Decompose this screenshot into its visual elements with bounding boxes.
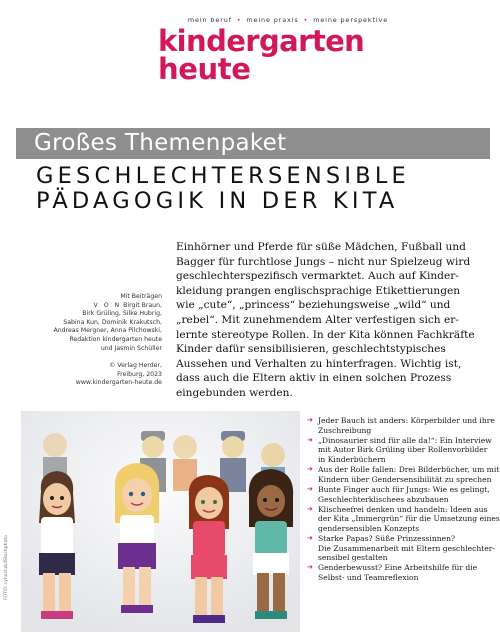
tagline-item: meine perspektive [313, 16, 389, 24]
intro-line: geschlechterspezifisch vermarktet. Auch auf Kinder- [176, 270, 459, 283]
toy-figures-photo [21, 411, 300, 632]
credits-author-line: Andreas Mergner, Anna Pilchowski, [53, 327, 162, 335]
credits-intro: Mit Beiträgen [120, 293, 162, 300]
tagline-separator: • [303, 16, 309, 24]
tagline [158, 16, 418, 24]
contents-list [307, 416, 500, 583]
tagline-item: mein beruf [187, 16, 232, 24]
photo-credit: FOTO: cynoclub/iStockphoto [4, 535, 9, 600]
contents-item-line: Kindern über Gendersensibilität zu sprechen [318, 474, 492, 484]
contents-item[interactable] [307, 563, 497, 582]
intro-line: lernte stereotype Rollen. In der Kita können Fachkräfte [176, 328, 475, 341]
logo-line-2: heute [158, 52, 251, 86]
contents-item-line: „Dinosaurier sind für alle da!“: Ein Interview [318, 435, 492, 445]
credits-block [40, 293, 162, 388]
toy-figures-illustration [21, 411, 300, 632]
intro-line: Kinder dafür sensibilisieren, geschlechtstypisches [176, 343, 446, 356]
intro-line: Bagger für furchtlose Jungs – nicht nur Spielzeug wird [176, 255, 471, 268]
intro-line: Einhörner und Pferde für süße Mädchen, Fußball und [176, 241, 466, 253]
arrow-right-icon: ➔ [307, 534, 313, 543]
credits-author-line: Redaktion kindergarten heute [69, 335, 162, 343]
contents-item-line: Bunte Finger auch für Jungs: Wie es gelingt, [318, 484, 490, 494]
theme-banner [16, 128, 490, 159]
magazine-logo [158, 24, 365, 86]
contents-item-line: Selbst- und Teamreflexion [318, 573, 419, 583]
page-title [36, 164, 496, 214]
contents-item[interactable] [307, 465, 500, 484]
intro-paragraph [176, 240, 492, 401]
credits-author-line: Birk Grüling, Silke Hubrig, [82, 310, 162, 318]
contents-item-line: Geschlechterklischees abzubauen [318, 494, 449, 504]
website-link[interactable]: www.kindergarten-heute.de [75, 379, 162, 387]
contents-item-line: Klischeefrei denken und handeln: Ideen aus [318, 504, 488, 514]
theme-banner-label: Großes Themenpaket [34, 130, 287, 156]
contents-item[interactable] [307, 485, 497, 504]
intro-line: kleidung prangen englischsprachige Etikettierungen [176, 284, 461, 297]
intro-line: dass auch die Eltern aktiv in einen solchen Prozess [176, 372, 452, 385]
credits-author-line: Sabina Kun, Dominik Krakutsch, [63, 318, 162, 326]
arrow-right-icon: ➔ [307, 484, 313, 493]
publisher-city-year: Freiburg, 2023 [117, 370, 162, 378]
intro-line: wie „cute“, „princess“ beziehungsweise „wild“ und [176, 299, 451, 312]
contents-item-line: mit Autor Birk Grüling über Rollenvorbilder [318, 445, 488, 455]
credits-author-line: Birgit Braun, [123, 301, 162, 309]
intro-line: eingebunden werden. [176, 386, 293, 399]
copyright: © Verlag Herder, [109, 362, 162, 370]
contents-item[interactable] [307, 534, 497, 563]
contents-item-line: Zuschreibung [318, 425, 372, 435]
contents-item-line: sensibel gestalten [318, 553, 388, 563]
contents-item-line: Die Zusammenarbeit mit Eltern geschlechter- [318, 543, 495, 553]
arrow-right-icon: ➔ [307, 416, 313, 424]
credits-von: V O N [93, 301, 122, 309]
page-title-line-1: GESCHLECHTERSENSIBLE [36, 163, 410, 189]
credits-authors-first [40, 302, 162, 311]
contents-item-line: Aus der Rolle fallen: Drei Bilderbücher, um mit [318, 465, 500, 475]
contents-item[interactable] [307, 416, 497, 435]
intro-line: „rebel“. Mit zunehmendem Alter verfestigen sich er- [176, 313, 459, 326]
credits-author-line: und Jasmin Schüller [100, 344, 162, 352]
arrow-right-icon: ➔ [307, 465, 313, 474]
tagline-separator: • [236, 16, 242, 24]
page-title-line-2: PÄDAGOGIK IN DER KITA [36, 188, 399, 214]
contents-item-line: Starke Papas? Süße Prinzessinnen? [318, 534, 456, 544]
arrow-right-icon: ➔ [307, 563, 313, 572]
logo-line-1: kindergarten [158, 24, 365, 58]
tagline-item: meine praxis [246, 16, 299, 24]
contents-item[interactable] [307, 436, 497, 465]
contents-item-line: Genderbewusst? Eine Arbeitshilfe für die [318, 563, 478, 573]
contents-item-line: in Kinderbüchern [318, 454, 386, 464]
contents-item-line: der Kita „Immergrün“ für die Umsetzung eines [318, 514, 500, 524]
contents-item-line: gendersensiblen Konzepts [318, 523, 420, 533]
arrow-right-icon: ➔ [307, 504, 313, 513]
arrow-right-icon: ➔ [307, 435, 313, 444]
contents-item[interactable] [307, 504, 500, 534]
intro-line: Aussehen und Verhalten zu hinterfragen. Wichtig ist, [176, 357, 462, 370]
contents-item-line: Jeder Bauch ist anders: Körperbilder und ihre [318, 416, 495, 425]
